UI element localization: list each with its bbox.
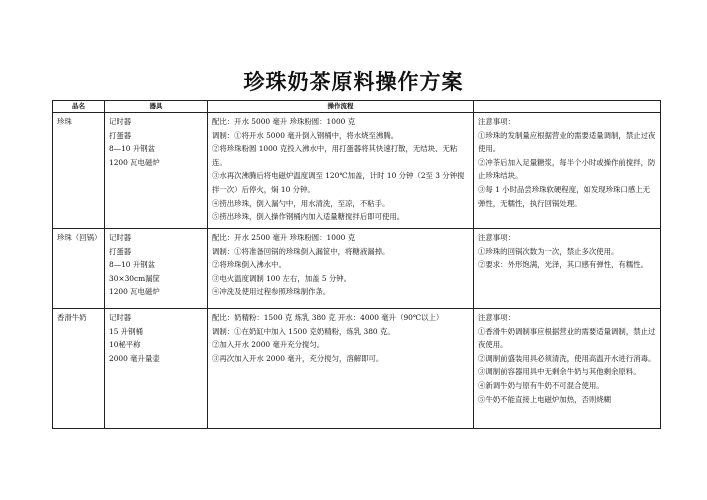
process-step: ③电火温度调制 100 左右，加盖 5 分钟。 [212,273,352,283]
process-step: 调制：①将准备回锅的珍珠倒入漏筐中，将糖液漏掉。 [212,246,390,256]
tool-item: 8—10 升钢盆 [109,144,156,154]
note-item: ①香滑牛奶调制事应根据营业的需要适量调制，禁止过夜使用。 [478,326,656,350]
row-tools [105,113,208,229]
tool-item: 记时器 [109,117,132,126]
note-item: ②调制前盛装用具必须清洗，使用高温开水进行消毒。 [478,353,656,363]
table-header-row [53,101,661,113]
process-step: ③再次加入开水 2000 毫升，充分搅匀，溶解即可。 [212,353,384,363]
row-tools [105,309,208,429]
row-process [208,113,474,229]
header-tools: 器具 [105,101,208,113]
note-item: ②要求：外形饱满，光泽，其口感有弹性，有糯性。 [478,260,648,270]
note-item: 注意事项： [478,233,515,242]
header-notes [474,101,661,113]
tool-item: 8—10 升钢盆 [109,260,156,270]
tool-item: 1200 瓦电磁炉 [109,157,160,167]
row-name: 珍珠（回锅） [53,229,105,309]
note-item: ④新调牛奶与原有牛奶不可混合使用。 [478,380,604,390]
note-item: ①珍珠的发制量应根据营业的需要适量调制，禁止过夜使用。 [478,130,656,154]
note-item: ⑤牛奶不能直接上电磁炉加热，否则烧糊 [478,394,612,404]
process-step: 调制：①在奶缸中加入 1500 克奶精粉，炼乳 380 克。 [212,326,395,336]
process-step: ②加入开水 2000 毫升充分搅匀。 [212,340,325,350]
row-notes [474,309,661,429]
process-step: ②将珍珠粉圆 1000 克投入沸水中，用打蛋器将其快速打散，无结块、无粘连。 [212,144,458,167]
note-item: ②冲茶后加入足量糖浆，每半个小时或操作前搅拌，防止珍珠结块。 [478,157,656,181]
process-step: 调制：①将开水 5000 毫升倒入钢桶中，将水烧至沸腾。 [212,130,399,140]
process-step: ④捞出珍珠，倒入漏勺中，用水清洗，至凉，不粘手。 [212,198,390,208]
row-tools [105,229,208,309]
row-notes [474,113,661,229]
table-row [53,113,661,229]
note-item: ③调制前容器用具中无剩余牛奶与其他剩余原料。 [478,367,641,377]
table-row [53,309,661,429]
tool-item: 30×30cm漏筐 [109,273,160,283]
tool-item: 15 升钢桶 [109,326,143,336]
tool-item: 记时器 [109,313,132,322]
row-process [208,229,474,309]
table-row [53,229,661,309]
note-item: 注意事项： [478,313,515,322]
process-step: ③水再次沸腾后将电磁炉温度调至 120℃加盖，计时 10 分钟（2至 3 分钟搅拌一次）后停火，焖 10 分钟。 [212,171,465,194]
recipe-table [52,100,661,429]
process-step: 配比：开水 5000 毫升 珍珠粉圆：1000 克 [212,117,356,126]
tool-item: 打蛋器 [109,246,132,256]
note-item: 注意事项： [478,117,515,126]
row-name: 珍珠 [53,113,105,229]
process-step: ④冲洗及使用过程参照珍珠制作条。 [212,287,331,297]
tool-item: 10秘平称 [109,340,141,350]
tool-item: 2000 毫升量壶 [109,353,160,363]
row-process [208,309,474,429]
row-notes [474,229,661,309]
process-step: 配比：奶精粉：1500 克 炼乳 380 克 开水：4000 毫升（90℃以上） [212,313,444,322]
page-title: 珍珠奶茶原料操作方案 [243,70,464,94]
process-step: 配比：开水 2500 毫升 珍珠粉圆：1000 克 [212,233,356,242]
header-name: 品名 [53,101,105,113]
tool-item: 记时器 [109,233,132,242]
tool-item: 1200 瓦电磁炉 [109,287,160,297]
note-item: ①珍珠的回锅次数为一次，禁止多次使用。 [478,246,619,256]
process-step: ⑤捞出珍珠，倒入操作钢桶内加入适量糖搅拌后即可使用。 [212,212,405,222]
tool-item: 打蛋器 [109,130,132,140]
row-name: 香滑牛奶 [53,309,105,429]
header-process: 操作流程 [208,101,474,113]
note-item: ③每 1 小时品尝珍珠软硬程度，如发现珍珠口感上无弹性，无糯性，执行回锅处理。 [478,184,650,208]
process-step: ②将珍珠倒入沸水中。 [212,260,286,270]
